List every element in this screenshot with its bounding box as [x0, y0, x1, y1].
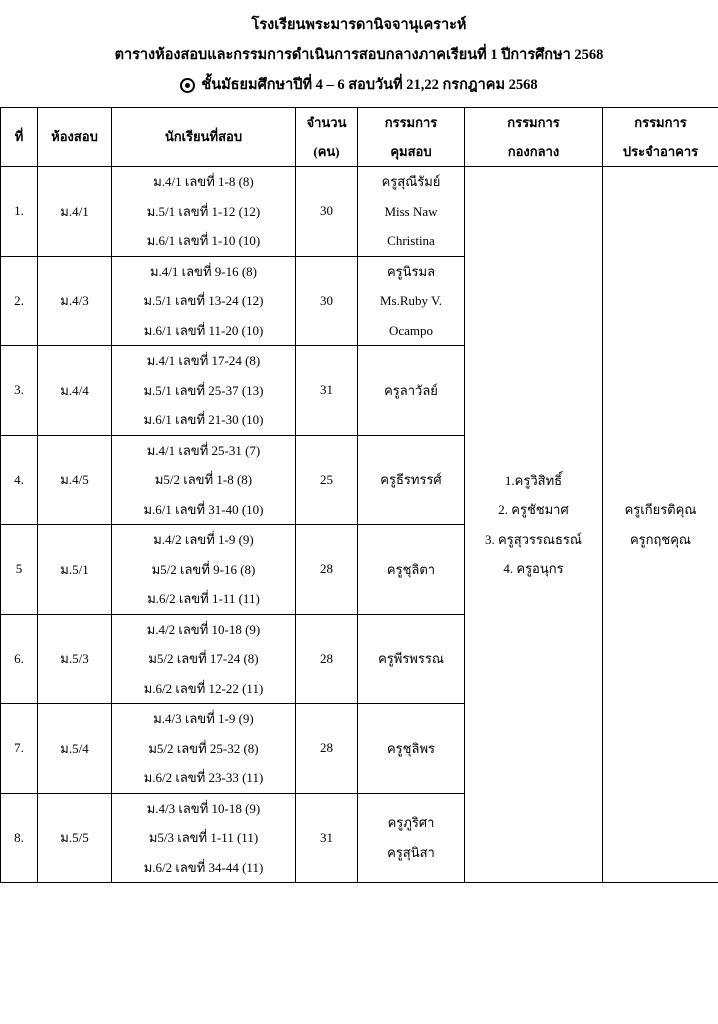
proctor-name: ครูชุลิตา — [386, 561, 436, 577]
student-group-line: ม.5/1 เลขที่ 25-37 (13) — [143, 382, 264, 398]
level-date-text: ชั้นมัธยมศึกษาปีที่ 4 – 6 สอบวันที่ 21,22 กรกฎาคม 2568 — [201, 77, 538, 93]
proctor-name: ครูลาวัลย์ — [384, 382, 438, 398]
student-group-line: ม.6/2 เลขที่ 12-22 (11) — [143, 680, 264, 696]
student-group-line: ม.4/2 เลขที่ 10-18 (9) — [146, 621, 261, 637]
student-groups — [112, 793, 296, 883]
student-count: 31 — [296, 793, 358, 883]
central-committee-member: 3. ครูสุวรรณธรณ์ — [485, 531, 582, 547]
central-committee — [465, 167, 603, 883]
header-central: กรรมการ กองกลาง — [465, 108, 603, 167]
student-group-line: ม.4/1 เลขที่ 17-24 (8) — [146, 353, 261, 368]
proctor-name: ครูชุลิพร — [386, 740, 436, 756]
student-group-line: ม.6/2 เลขที่ 1-11 (11) — [147, 591, 260, 606]
proctor-name: ครูภูริศา — [387, 815, 435, 831]
student-group-line: ม.6/1 เลขที่ 31-40 (10) — [143, 501, 264, 517]
level-date-line — [0, 70, 718, 100]
exam-room: ม.5/5 — [38, 793, 112, 883]
exam-room: ม.5/3 — [38, 614, 112, 704]
student-count: 28 — [296, 525, 358, 615]
exam-room: ม.5/4 — [38, 704, 112, 794]
proctor-name: Ms.Ruby V. — [379, 293, 443, 308]
proctor-name: ครูธีรทรรศ์ — [380, 472, 442, 487]
student-group-line: ม.4/1 เลขที่ 25-31 (7) — [146, 442, 261, 458]
student-groups — [112, 435, 296, 525]
student-group-line: ม.5/1 เลขที่ 1-12 (12) — [146, 203, 261, 219]
student-group-line: ม.4/1 เลขที่ 1-8 (8) — [153, 174, 254, 189]
exam-room: ม.5/1 — [38, 525, 112, 615]
student-count: 28 — [296, 704, 358, 794]
proctor-names — [358, 704, 465, 794]
student-group-line: ม.6/1 เลขที่ 1-10 (10) — [146, 233, 261, 248]
header-count: จำนวน (คน) — [296, 108, 358, 167]
proctor-names — [358, 525, 465, 615]
proctor-names — [358, 793, 465, 883]
student-group-line: ม5/2 เลขที่ 1-8 (8) — [154, 472, 253, 487]
student-group-line: ม.6/2 เลขที่ 34-44 (11) — [143, 859, 264, 875]
row-number: 6. — [1, 614, 38, 704]
document-header — [0, 10, 718, 100]
proctor-names — [358, 256, 465, 346]
exam-room-table — [0, 107, 718, 883]
student-count: 30 — [296, 256, 358, 346]
header-no: ที่ — [1, 108, 38, 167]
student-groups — [112, 167, 296, 257]
row-number: 4. — [1, 435, 38, 525]
target-circle-icon — [180, 78, 195, 93]
row-number: 1. — [1, 167, 38, 257]
building-committee — [603, 167, 718, 883]
student-groups — [112, 614, 296, 704]
header-room: ห้องสอบ — [38, 108, 112, 167]
proctor-name: Ocampo — [388, 322, 434, 338]
exam-room: ม.4/1 — [38, 167, 112, 257]
student-count: 25 — [296, 435, 358, 525]
proctor-name: ครูนิรมล — [386, 263, 436, 279]
school-name: โรงเรียนพระมารดานิจจานุเคราะห์ — [251, 17, 467, 33]
student-groups — [112, 704, 296, 794]
student-group-line: ม5/3 เลขที่ 1-11 (11) — [148, 830, 259, 845]
student-groups — [112, 256, 296, 346]
student-group-line: ม.5/1 เลขที่ 13-24 (12) — [143, 293, 264, 308]
student-group-line: ม.4/3 เลขที่ 10-18 (9) — [146, 800, 261, 816]
student-count: 31 — [296, 346, 358, 436]
central-committee-member: 4. ครูอนุกร — [503, 561, 564, 576]
proctor-name: Miss Naw — [384, 203, 438, 219]
building-committee-member: ครูเกียรติคุณ — [624, 502, 697, 517]
student-groups — [112, 525, 296, 615]
student-groups — [112, 346, 296, 436]
table-row — [1, 167, 718, 257]
student-group-line: ม5/2 เลขที่ 25-32 (8) — [148, 740, 259, 756]
proctor-names — [358, 614, 465, 704]
student-group-line: ม.4/3 เลขที่ 1-9 (9) — [153, 711, 254, 726]
student-group-line: ม.4/1 เลขที่ 9-16 (8) — [149, 263, 258, 279]
table-header-row — [1, 108, 718, 167]
row-number: 3. — [1, 346, 38, 436]
row-number: 8. — [1, 793, 38, 883]
header-building: กรรมการ ประจำอาคาร — [603, 108, 718, 167]
proctor-name: ครูสุณีรัมย์ — [381, 174, 441, 189]
exam-room: ม.4/4 — [38, 346, 112, 436]
student-group-line: ม.6/2 เลขที่ 23-33 (11) — [143, 770, 264, 785]
proctor-name: Christina — [387, 233, 435, 248]
student-group-line: ม5/2 เลขที่ 9-16 (8) — [151, 561, 256, 577]
proctor-names — [358, 167, 465, 257]
student-group-line: ม.6/1 เลขที่ 21-30 (10) — [143, 412, 264, 427]
exam-room: ม.4/3 — [38, 256, 112, 346]
proctor-name: ครูสุนิสา — [387, 844, 435, 860]
building-committee-member: ครูกฤชคุณ — [629, 531, 691, 547]
proctor-names — [358, 346, 465, 436]
header-students: นักเรียนที่สอบ — [112, 108, 296, 167]
document-subtitle: ตารางห้องสอบและกรรมการดำเนินการสอบกลางภาคเรียนที่ 1 ปีการศึกษา 2568 — [114, 47, 604, 63]
proctor-names — [358, 435, 465, 525]
student-group-line: ม5/2 เลขที่ 17-24 (8) — [148, 651, 259, 666]
exam-room: ม.4/5 — [38, 435, 112, 525]
row-number: 5 — [1, 525, 38, 615]
central-committee-member: 1.ครูวิสิทธิ์ — [504, 472, 563, 488]
header-proctor: กรรมการ คุมสอบ — [358, 108, 465, 167]
student-count: 28 — [296, 614, 358, 704]
student-group-line: ม.6/1 เลขที่ 11-20 (10) — [143, 322, 264, 338]
central-committee-member: 2. ครูชัชมาศ — [498, 502, 569, 517]
row-number: 7. — [1, 704, 38, 794]
row-number: 2. — [1, 256, 38, 346]
student-count: 30 — [296, 167, 358, 257]
proctor-name: ครูพีรพรรณ — [378, 651, 444, 666]
student-group-line: ม.4/2 เลขที่ 1-9 (9) — [153, 532, 254, 547]
